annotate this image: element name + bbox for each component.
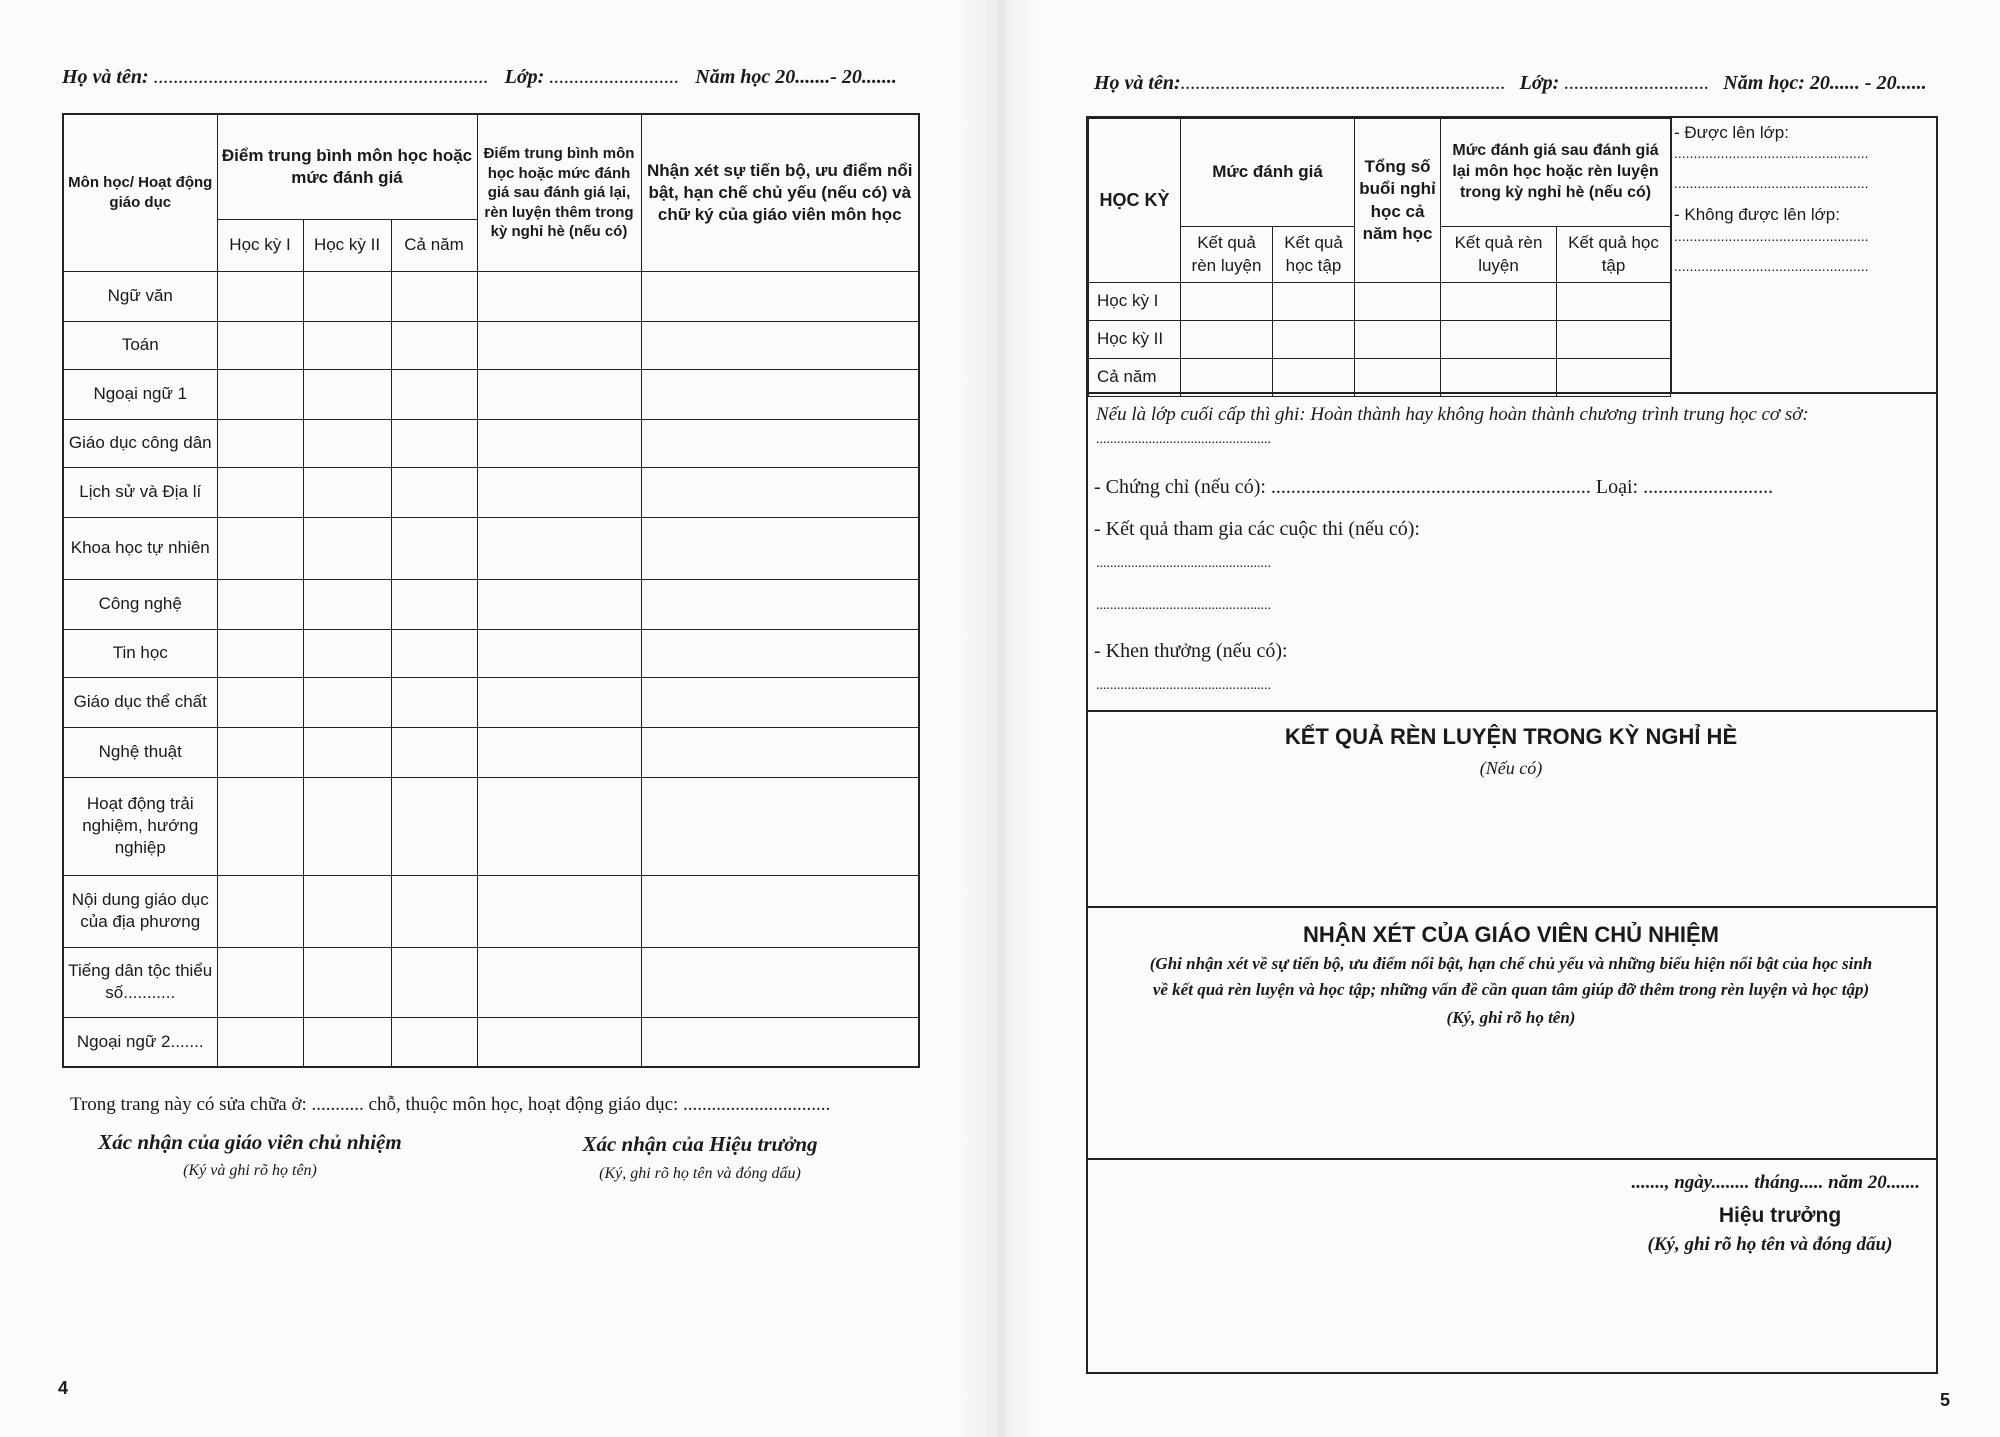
reeval-cell[interactable] [477, 369, 641, 419]
subject-name: Nội dung giáo dục của địa phương [63, 875, 217, 947]
subject-name: Toán [63, 321, 217, 369]
col-sem1: Học kỳ I [217, 219, 303, 271]
study-re-cell[interactable] [1557, 283, 1671, 321]
sem1-cell[interactable] [217, 579, 303, 629]
study-cell[interactable] [1273, 321, 1355, 359]
conduct-re-cell[interactable] [1441, 321, 1557, 359]
year-cell[interactable] [391, 947, 477, 1017]
reeval-cell[interactable] [477, 629, 641, 677]
table-row [63, 727, 919, 777]
subject-rows [63, 271, 919, 1067]
promotion-box [1674, 122, 1930, 275]
sem1-cell[interactable] [217, 467, 303, 517]
promoted-field-2[interactable]: .................................................. [1674, 175, 1869, 192]
subject-name: Công nghệ [63, 579, 217, 629]
not-promoted-label: - Không được lên lớp: [1674, 205, 1840, 225]
sem1-cell[interactable] [217, 629, 303, 677]
class-field[interactable]: .......................... [549, 66, 680, 88]
right-header [1094, 72, 1927, 95]
study-re-cell[interactable] [1557, 359, 1671, 397]
comment-cell[interactable] [641, 677, 919, 727]
col-comments: Nhận xét sự tiến bộ, ưu điểm nổi bật, hạn chế chủ yếu (nếu có) và chữ ký của giáo viên môn học [641, 114, 919, 271]
teacher-comment-desc-2: về kết quả rèn luyện và học tập; những vấn đề cần quan tâm giúp đỡ thêm trong rèn luyện và học tập) [1152, 980, 1870, 999]
name-label: Họ và tên: [62, 66, 154, 88]
sem2-cell[interactable] [303, 677, 391, 727]
conduct-cell[interactable] [1181, 283, 1273, 321]
col-sem2: Học kỳ II [303, 219, 391, 271]
table-row [63, 369, 919, 419]
reeval-cell[interactable] [477, 271, 641, 321]
name-field[interactable]: ................................................................. [1180, 72, 1506, 94]
sem2-cell[interactable] [303, 369, 391, 419]
sem1-cell[interactable] [217, 777, 303, 875]
subject-name: Nghệ thuật [63, 727, 217, 777]
table-row [63, 1017, 919, 1067]
name-label: Họ và tên: [1094, 72, 1181, 94]
award-label: - Khen thưởng (nếu có): [1094, 640, 1288, 662]
sem2-cell[interactable] [303, 579, 391, 629]
year-cell[interactable] [391, 271, 477, 321]
absent-cell[interactable] [1355, 283, 1441, 321]
promotion-divider [1670, 116, 1672, 392]
page-number-right: 5 [1940, 1390, 1951, 1410]
table-row [1089, 321, 1671, 359]
comment-cell[interactable] [641, 321, 919, 369]
certificate-line[interactable]: - Chứng chỉ (nếu có): ................................................................ Loại: .......................... [1094, 476, 1774, 498]
reeval-cell[interactable] [477, 517, 641, 579]
comment-cell[interactable] [641, 579, 919, 629]
subject-name: Ngoại ngữ 2....... [63, 1017, 217, 1067]
subject-name: Ngữ văn [63, 271, 217, 321]
table-row [63, 677, 919, 727]
subject-name: Hoạt động trải nghiệm, hướng nghiệp [63, 777, 217, 875]
section-divider-1 [1086, 392, 1936, 394]
semester-name: Học kỳ II [1089, 321, 1181, 359]
study-cell[interactable] [1273, 359, 1355, 397]
sem2-cell[interactable] [303, 875, 391, 947]
sem2-cell[interactable] [303, 271, 391, 321]
subject-name: Giáo dục công dân [63, 419, 217, 467]
teacher-confirm-sub: (Ký và ghi rõ họ tên) [183, 1162, 317, 1179]
comment-cell[interactable] [641, 947, 919, 1017]
col-rating: Mức đánh giá [1181, 119, 1355, 227]
principal-confirm-sub: (Ký, ghi rõ họ tên và đóng dấu) [599, 1165, 801, 1182]
reeval-cell[interactable] [477, 321, 641, 369]
contest-field-1[interactable]: .................................................. [1096, 556, 1271, 571]
conduct-cell[interactable] [1181, 321, 1273, 359]
sem1-cell[interactable] [217, 727, 303, 777]
subject-grades-table [62, 113, 920, 1068]
sem1-cell[interactable] [217, 321, 303, 369]
table-row [63, 629, 919, 677]
right-page [1000, 0, 2000, 1437]
principal-sign-note: (Ký, ghi rõ họ tên và đóng dấu) [1647, 1234, 1893, 1255]
comment-cell[interactable] [641, 629, 919, 677]
reeval-cell[interactable] [477, 947, 641, 1017]
sem2-cell[interactable] [303, 947, 391, 1017]
table-row [63, 777, 919, 875]
sem2-cell[interactable] [303, 727, 391, 777]
col-conduct-re: Kết quả rèn luyện [1441, 227, 1557, 283]
year-cell[interactable] [391, 677, 477, 727]
year-cell[interactable] [391, 579, 477, 629]
col-conduct: Kết quả rèn luyện [1181, 227, 1273, 283]
section-divider-4 [1086, 1158, 1936, 1160]
comment-cell[interactable] [641, 727, 919, 777]
col-study-re: Kết quả học tập [1557, 227, 1671, 283]
principal-confirm: Xác nhận của Hiệu trưởng [582, 1132, 818, 1156]
year-cell[interactable] [391, 517, 477, 579]
sem1-cell[interactable] [217, 369, 303, 419]
final-grade-note: Nếu là lớp cuối cấp thì ghi: Hoàn thành hay không hoàn thành chương trình trung học cơ sở: [1096, 404, 1809, 425]
table-row [63, 271, 919, 321]
reeval-cell[interactable] [477, 579, 641, 629]
year-cell[interactable] [391, 1017, 477, 1067]
school-year[interactable]: Năm học 20.......- 20....... [695, 66, 897, 88]
summer-title: KẾT QUẢ RÈN LUYỆN TRONG KỲ NGHỈ HÈ [1284, 724, 1738, 749]
teacher-confirm: Xác nhận của giáo viên chủ nhiệm [98, 1130, 402, 1154]
table-row [63, 875, 919, 947]
comment-cell[interactable] [641, 875, 919, 947]
reeval-cell[interactable] [477, 677, 641, 727]
school-year[interactable]: Năm học: 20...... - 20...... [1723, 72, 1927, 94]
col-study: Kết quả học tập [1273, 227, 1355, 283]
comment-cell[interactable] [641, 467, 919, 517]
class-field[interactable]: ............................. [1564, 72, 1710, 94]
conduct-cell[interactable] [1181, 359, 1273, 397]
sem1-cell[interactable] [217, 419, 303, 467]
comment-cell[interactable] [641, 777, 919, 875]
conduct-re-cell[interactable] [1441, 359, 1557, 397]
comment-cell[interactable] [641, 1017, 919, 1067]
col-semester: HỌC KỲ [1089, 119, 1181, 283]
reeval-cell[interactable] [477, 1017, 641, 1067]
semester-name: Học kỳ I [1089, 283, 1181, 321]
promoted-field-1[interactable]: .................................................. [1674, 145, 1869, 162]
col-subject: Môn học/ Hoạt động giáo dục [63, 114, 217, 271]
name-field[interactable]: ................................................................... [153, 66, 489, 88]
sem2-cell[interactable] [303, 629, 391, 677]
table-row [63, 947, 919, 1017]
comment-cell[interactable] [641, 369, 919, 419]
comment-cell[interactable] [641, 419, 919, 467]
reeval-cell[interactable] [477, 777, 641, 875]
sem2-cell[interactable] [303, 467, 391, 517]
sem2-cell[interactable] [303, 1017, 391, 1067]
year-cell[interactable] [391, 467, 477, 517]
sem1-cell[interactable] [217, 875, 303, 947]
study-cell[interactable] [1273, 283, 1355, 321]
table-row [1089, 283, 1671, 321]
contest-label: - Kết quả tham gia các cuộc thi (nếu có): [1094, 518, 1420, 540]
promoted-label: - Được lên lớp: [1674, 123, 1789, 142]
semester-results-table [1088, 118, 1671, 397]
sem1-cell[interactable] [217, 271, 303, 321]
year-cell[interactable] [391, 369, 477, 419]
teacher-sign-note: (Ký, ghi rõ họ tên) [1446, 1008, 1576, 1027]
col-year: Cả năm [391, 219, 477, 271]
comment-cell[interactable] [641, 271, 919, 321]
teacher-comment-title: NHẬN XÉT CỦA GIÁO VIÊN CHỦ NHIỆM [1303, 922, 1719, 947]
sem2-cell[interactable] [303, 777, 391, 875]
study-re-cell[interactable] [1557, 321, 1671, 359]
left-header [62, 66, 897, 89]
summer-subtitle: (Nếu có) [1479, 758, 1543, 778]
subject-name: Khoa học tự nhiên [63, 517, 217, 579]
subject-name: Tiếng dân tộc thiểu số........... [63, 947, 217, 1017]
absent-cell[interactable] [1355, 321, 1441, 359]
teacher-comment-section [1086, 906, 1936, 1158]
page-number-left: 4 [58, 1378, 69, 1398]
book-gutter [955, 0, 1045, 1437]
reeval-cell[interactable] [477, 467, 641, 517]
table-row [1089, 359, 1671, 397]
year-cell[interactable] [391, 727, 477, 777]
year-cell[interactable] [391, 777, 477, 875]
edit-note: Trong trang này có sửa chữa ở: ........... chỗ, thuộc môn học, hoạt động giáo dục: ............................... [70, 1094, 831, 1115]
col-total-absent: Tổng số buổi nghỉ học cả năm học [1355, 119, 1441, 283]
col-reeval: Điểm trung bình môn học hoặc mức đánh giá sau đánh giá lại, rèn luyện thêm trong kỳ nghỉ hè (nếu có) [477, 114, 641, 271]
principal-title: Hiệu trưởng [1718, 1204, 1842, 1227]
final-grade-field[interactable]: .................................................. [1096, 432, 1271, 447]
sem2-cell[interactable] [303, 419, 391, 467]
subject-name: Lịch sử và Địa lí [63, 467, 217, 517]
table-row [63, 517, 919, 579]
reeval-cell[interactable] [477, 419, 641, 467]
date-line[interactable]: ......., ngày........ tháng..... năm 20....... [1631, 1172, 1920, 1193]
sem1-cell[interactable] [217, 517, 303, 579]
conduct-re-cell[interactable] [1441, 283, 1557, 321]
class-label: Lớp: [504, 66, 550, 88]
table-row [63, 579, 919, 629]
not-promoted-field-1[interactable]: .................................................. [1674, 227, 1869, 244]
sem1-cell[interactable] [217, 677, 303, 727]
year-cell[interactable] [391, 419, 477, 467]
contest-field-2[interactable]: .................................................. [1096, 598, 1271, 613]
absent-cell[interactable] [1355, 359, 1441, 397]
year-cell[interactable] [391, 321, 477, 369]
table-row [63, 321, 919, 369]
reeval-cell[interactable] [477, 875, 641, 947]
subject-name: Tin học [63, 629, 217, 677]
sem2-cell[interactable] [303, 321, 391, 369]
reeval-cell[interactable] [477, 727, 641, 777]
subject-name: Ngoại ngữ 1 [63, 369, 217, 419]
subject-name: Giáo dục thể chất [63, 677, 217, 727]
year-cell[interactable] [391, 629, 477, 677]
sem2-cell[interactable] [303, 517, 391, 579]
teacher-comment-desc-1: (Ghi nhận xét về sự tiến bộ, ưu điểm nổi bật, hạn chế chủ yếu và những biểu hiện nổi bật của học sinh [1149, 954, 1873, 973]
sem1-cell[interactable] [217, 947, 303, 1017]
comment-cell[interactable] [641, 517, 919, 579]
semester-name: Cả năm [1089, 359, 1181, 397]
col-average: Điểm trung bình môn học hoặc mức đánh giá [217, 114, 477, 219]
col-reeval: Mức đánh giá sau đánh giá lại môn học hoặc rèn luyện trong kỳ nghỉ hè (nếu có) [1441, 119, 1671, 227]
award-field[interactable]: .................................................. [1096, 678, 1271, 693]
class-label: Lớp: [1519, 72, 1565, 94]
year-cell[interactable] [391, 875, 477, 947]
sem1-cell[interactable] [217, 1017, 303, 1067]
table-row [63, 419, 919, 467]
summer-section [1086, 710, 1936, 906]
not-promoted-field-2[interactable]: .................................................. [1674, 257, 1869, 274]
semester-rows [1089, 283, 1671, 397]
table-row [63, 467, 919, 517]
